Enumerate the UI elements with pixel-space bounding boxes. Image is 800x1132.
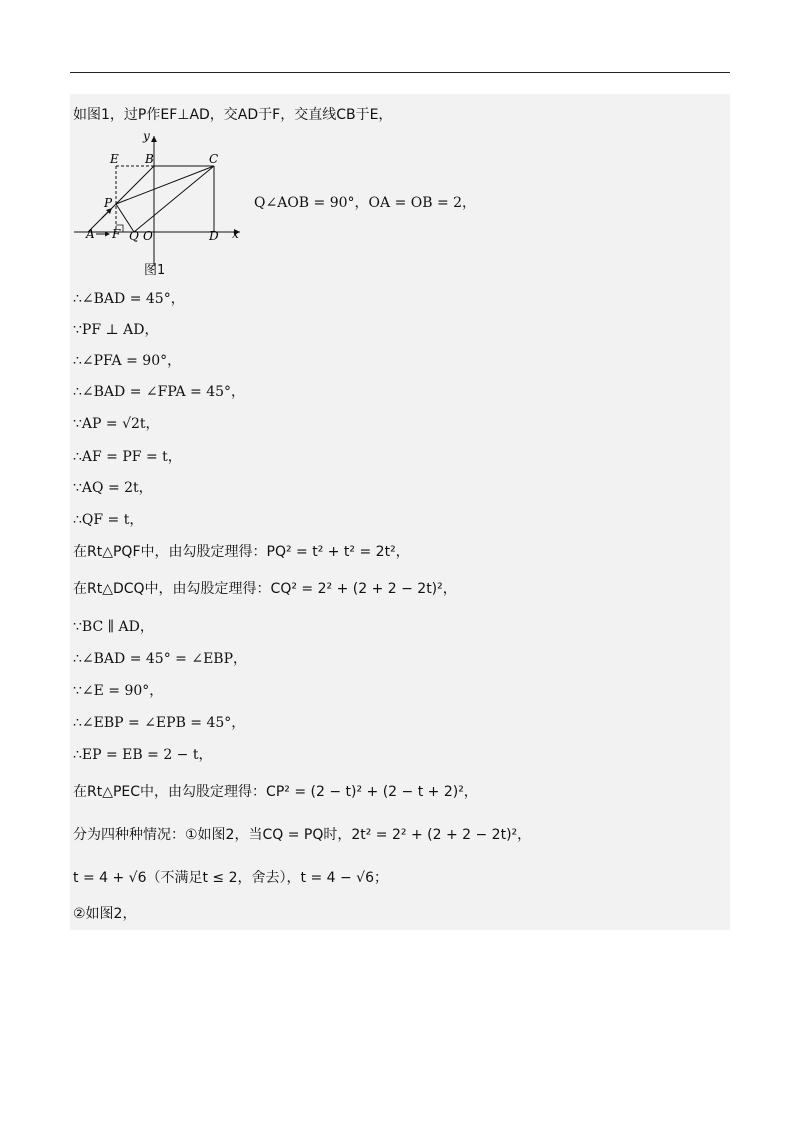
label-o: O — [143, 229, 153, 243]
text-line-17: 分为四种种情况：①如图2，当CQ = PQ时，2t² = 2² + (2 + 2 − 2t)²， — [73, 827, 532, 843]
figure-1-diagram — [72, 126, 252, 276]
text-line-18: t = 4 + √6（不满足t ≤ 2，舍去），t = 4 − √6； — [73, 870, 388, 886]
text-line-1: ∴∠BAD = 45°， — [73, 291, 185, 307]
label-b: B — [145, 152, 154, 166]
segment-pc — [116, 166, 214, 204]
text-line-0: 如图1，过P作EF⊥AD，交AD于F，交直线CB于E， — [73, 107, 393, 123]
figure-caption: 图1 — [144, 263, 166, 278]
segment-ab — [88, 166, 154, 232]
label-c: C — [209, 152, 219, 166]
text-line-5: ∵AP = √2t， — [73, 416, 160, 432]
text-figure-side: Q∠AOB = 90°，OA = OB = 2， — [254, 195, 477, 211]
label-q: Q — [129, 229, 139, 243]
text-line-13: ∵∠E = 90°， — [73, 683, 164, 699]
text-line-19: ②如图2， — [73, 906, 137, 922]
text-line-15: ∴EP = EB = 2 − t， — [73, 747, 213, 763]
label-y: y — [143, 129, 150, 143]
text-line-14: ∴∠EBP = ∠EPB = 45°， — [73, 715, 246, 731]
text-line-4: ∴∠BAD = ∠FPA = 45°， — [73, 384, 246, 400]
label-f: F — [112, 227, 121, 241]
text-line-16: 在Rt△PEC中，由勾股定理得：CP² = (2 − t)² + (2 − t + 2)²， — [73, 784, 478, 800]
text-line-6: ∴AF = PF = t， — [73, 449, 182, 465]
label-d: D — [209, 229, 219, 243]
label-a: A — [86, 227, 95, 241]
text-line-7: ∵AQ = 2t， — [73, 480, 153, 496]
segment-qc — [134, 166, 214, 232]
text-line-12: ∴∠BAD = 45° = ∠EBP， — [73, 651, 247, 667]
text-line-9: 在Rt△PQF中，由勾股定理得：PQ² = t² + t² = 2t²， — [73, 544, 410, 560]
text-line-8: ∴QF = t， — [73, 512, 144, 528]
label-p: P — [104, 196, 113, 210]
text-line-3: ∴∠PFA = 90°， — [73, 353, 182, 369]
text-line-11: ∵BC ∥ AD， — [73, 619, 154, 635]
header-rule — [70, 72, 730, 73]
text-line-2: ∵PF ⊥ AD， — [73, 322, 159, 338]
text-line-10: 在Rt△DCQ中，由勾股定理得：CQ² = 2² + (2 + 2 − 2t)²， — [73, 581, 457, 597]
y-axis-arrow — [151, 136, 157, 142]
label-x: x — [232, 227, 239, 241]
label-e: E — [110, 152, 119, 166]
